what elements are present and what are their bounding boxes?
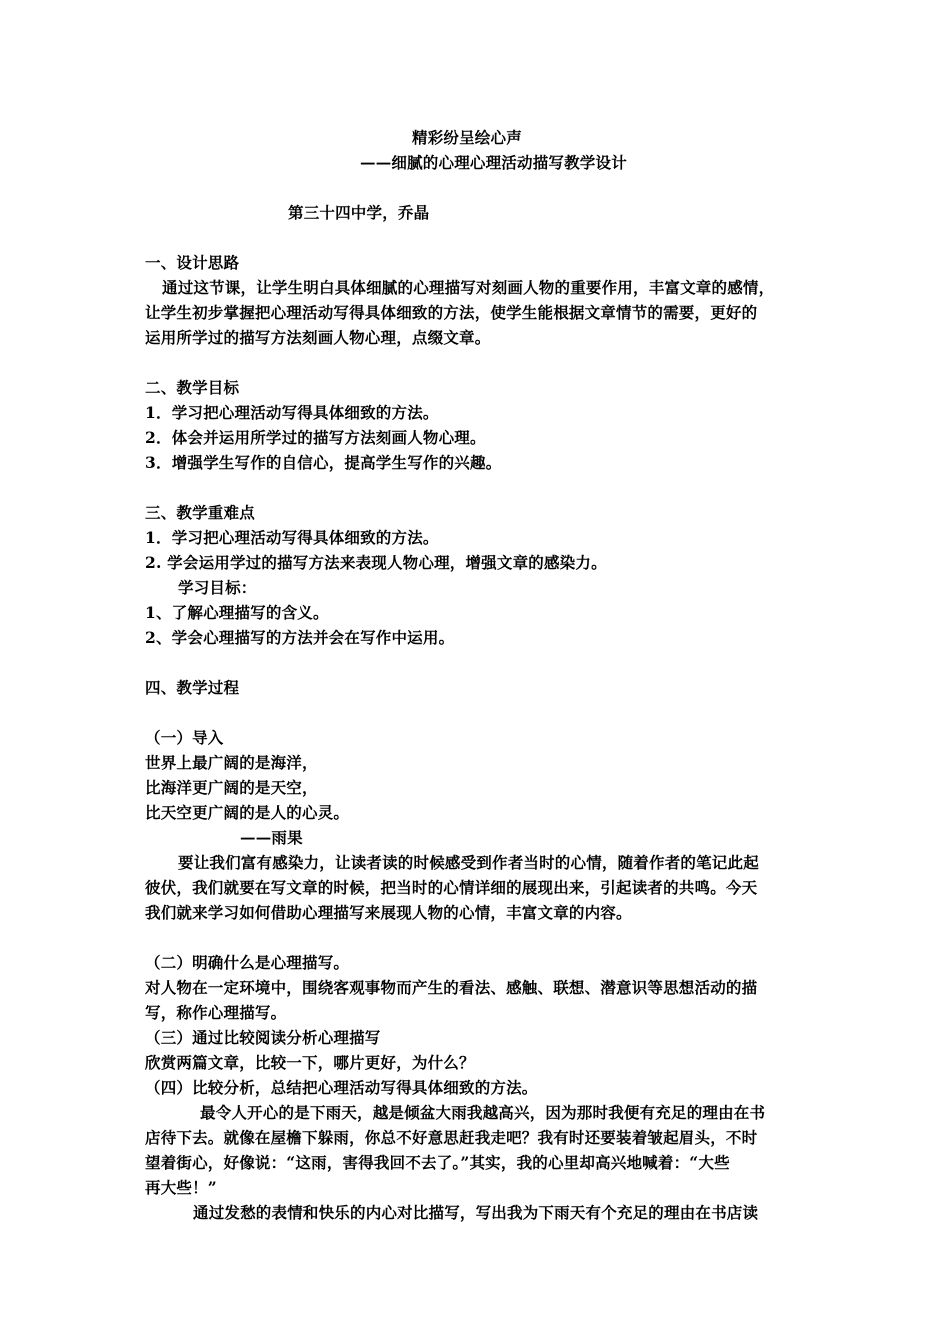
part2-line-1: 对人物在一定环境中，围绕客观事物而产生的看法、感触、联想、潜意识等思想活动的描 — [145, 978, 758, 997]
part2-line-2: 写，称作心理描写。 — [145, 1003, 287, 1022]
intro-para-line-3: 我们就来学习如何借助心理描写来展现人物的心情，丰富文章的内容。 — [145, 903, 632, 922]
part4-para-line-4: 再大些！” — [145, 1178, 217, 1197]
section-heading-objectives: 二、教学目标 — [145, 378, 240, 397]
part4-para-line-2: 店待下去。就像在屋檐下躲雨，你总不好意思赶我走吧？我有时还要装着皱起眉头，不时 — [145, 1128, 758, 1147]
poem-author: ——雨果 — [240, 828, 303, 847]
poem-line-1: 世界上最广阔的是海洋， — [145, 753, 318, 772]
document-subtitle: ——细腻的心理心理活动描写教学设计 — [360, 153, 627, 172]
author-line: 第三十四中学，乔晶 — [288, 203, 430, 222]
poem-line-3: 比天空更广阔的是人的心灵。 — [145, 803, 350, 822]
section-heading-design: 一、设计思路 — [145, 253, 240, 272]
objective-item-2: 2．体会并运用所学过的描写方法刻画人物心理。 — [145, 428, 486, 447]
key-point-item-2: 2. 学会运用学过的描写方法来表现人物心理，增强文章的感染力。 — [145, 553, 607, 572]
learning-goal-1: 1、了解心理描写的含义。 — [145, 603, 329, 622]
design-line-2: 让学生初步掌握把心理活动写得具体细致的方法，使学生能根据文章情节的需要，更好的 — [145, 303, 758, 322]
part3-heading: （三）通过比较阅读分析心理描写 — [145, 1028, 381, 1047]
learning-goal-2: 2、学会心理描写的方法并会在写作中运用。 — [145, 628, 455, 647]
objective-item-3: 3．增强学生写作的自信心，提高学生写作的兴趣。 — [145, 453, 502, 472]
document-title: 精彩纷呈绘心声 — [412, 128, 522, 147]
part4-analysis-line: 通过发愁的表情和快乐的内心对比描写，写出我为下雨天有个充足的理由在书店读 — [193, 1203, 759, 1222]
poem-line-2: 比海洋更广阔的是天空， — [145, 778, 318, 797]
learning-goals-label: 学习目标： — [178, 578, 257, 597]
part4-para-line-1: 最令人开心的是下雨天，越是倾盆大雨我越高兴，因为那时我便有充足的理由在书 — [200, 1103, 766, 1122]
key-point-item-1: 1．学习把心理活动写得具体细致的方法。 — [145, 528, 439, 547]
section-heading-key-points: 三、教学重难点 — [145, 503, 255, 522]
intro-heading: （一）导入 — [145, 728, 224, 747]
section-heading-process: 四、教学过程 — [145, 678, 240, 697]
part4-para-line-3: 望着街心，好像说：“这雨，害得我回不去了。”其实，我的心里却高兴地喊着：“大些 — [145, 1153, 730, 1172]
part4-heading: （四）比较分析，总结把心理活动写得具体细致的方法。 — [145, 1078, 538, 1097]
design-line-1: 通过这节课，让学生明白具体细腻的心理描写对刻画人物的重要作用，丰富文章的感情， — [162, 278, 775, 297]
design-line-3: 运用所学过的描写方法刻画人物心理，点缀文章。 — [145, 328, 491, 347]
part3-line: 欣赏两篇文章，比较一下，哪片更好，为什么？ — [145, 1053, 475, 1072]
objective-item-1: 1．学习把心理活动写得具体细致的方法。 — [145, 403, 439, 422]
intro-para-line-1: 要让我们富有感染力，让读者读的时候感受到作者当时的心情，随着作者的笔记此起 — [178, 853, 759, 872]
intro-para-line-2: 彼伏，我们就要在写文章的时候，把当时的心情详细的展现出来，引起读者的共鸣。今天 — [145, 878, 758, 897]
part2-heading: （二）明确什么是心理描写。 — [145, 953, 350, 972]
